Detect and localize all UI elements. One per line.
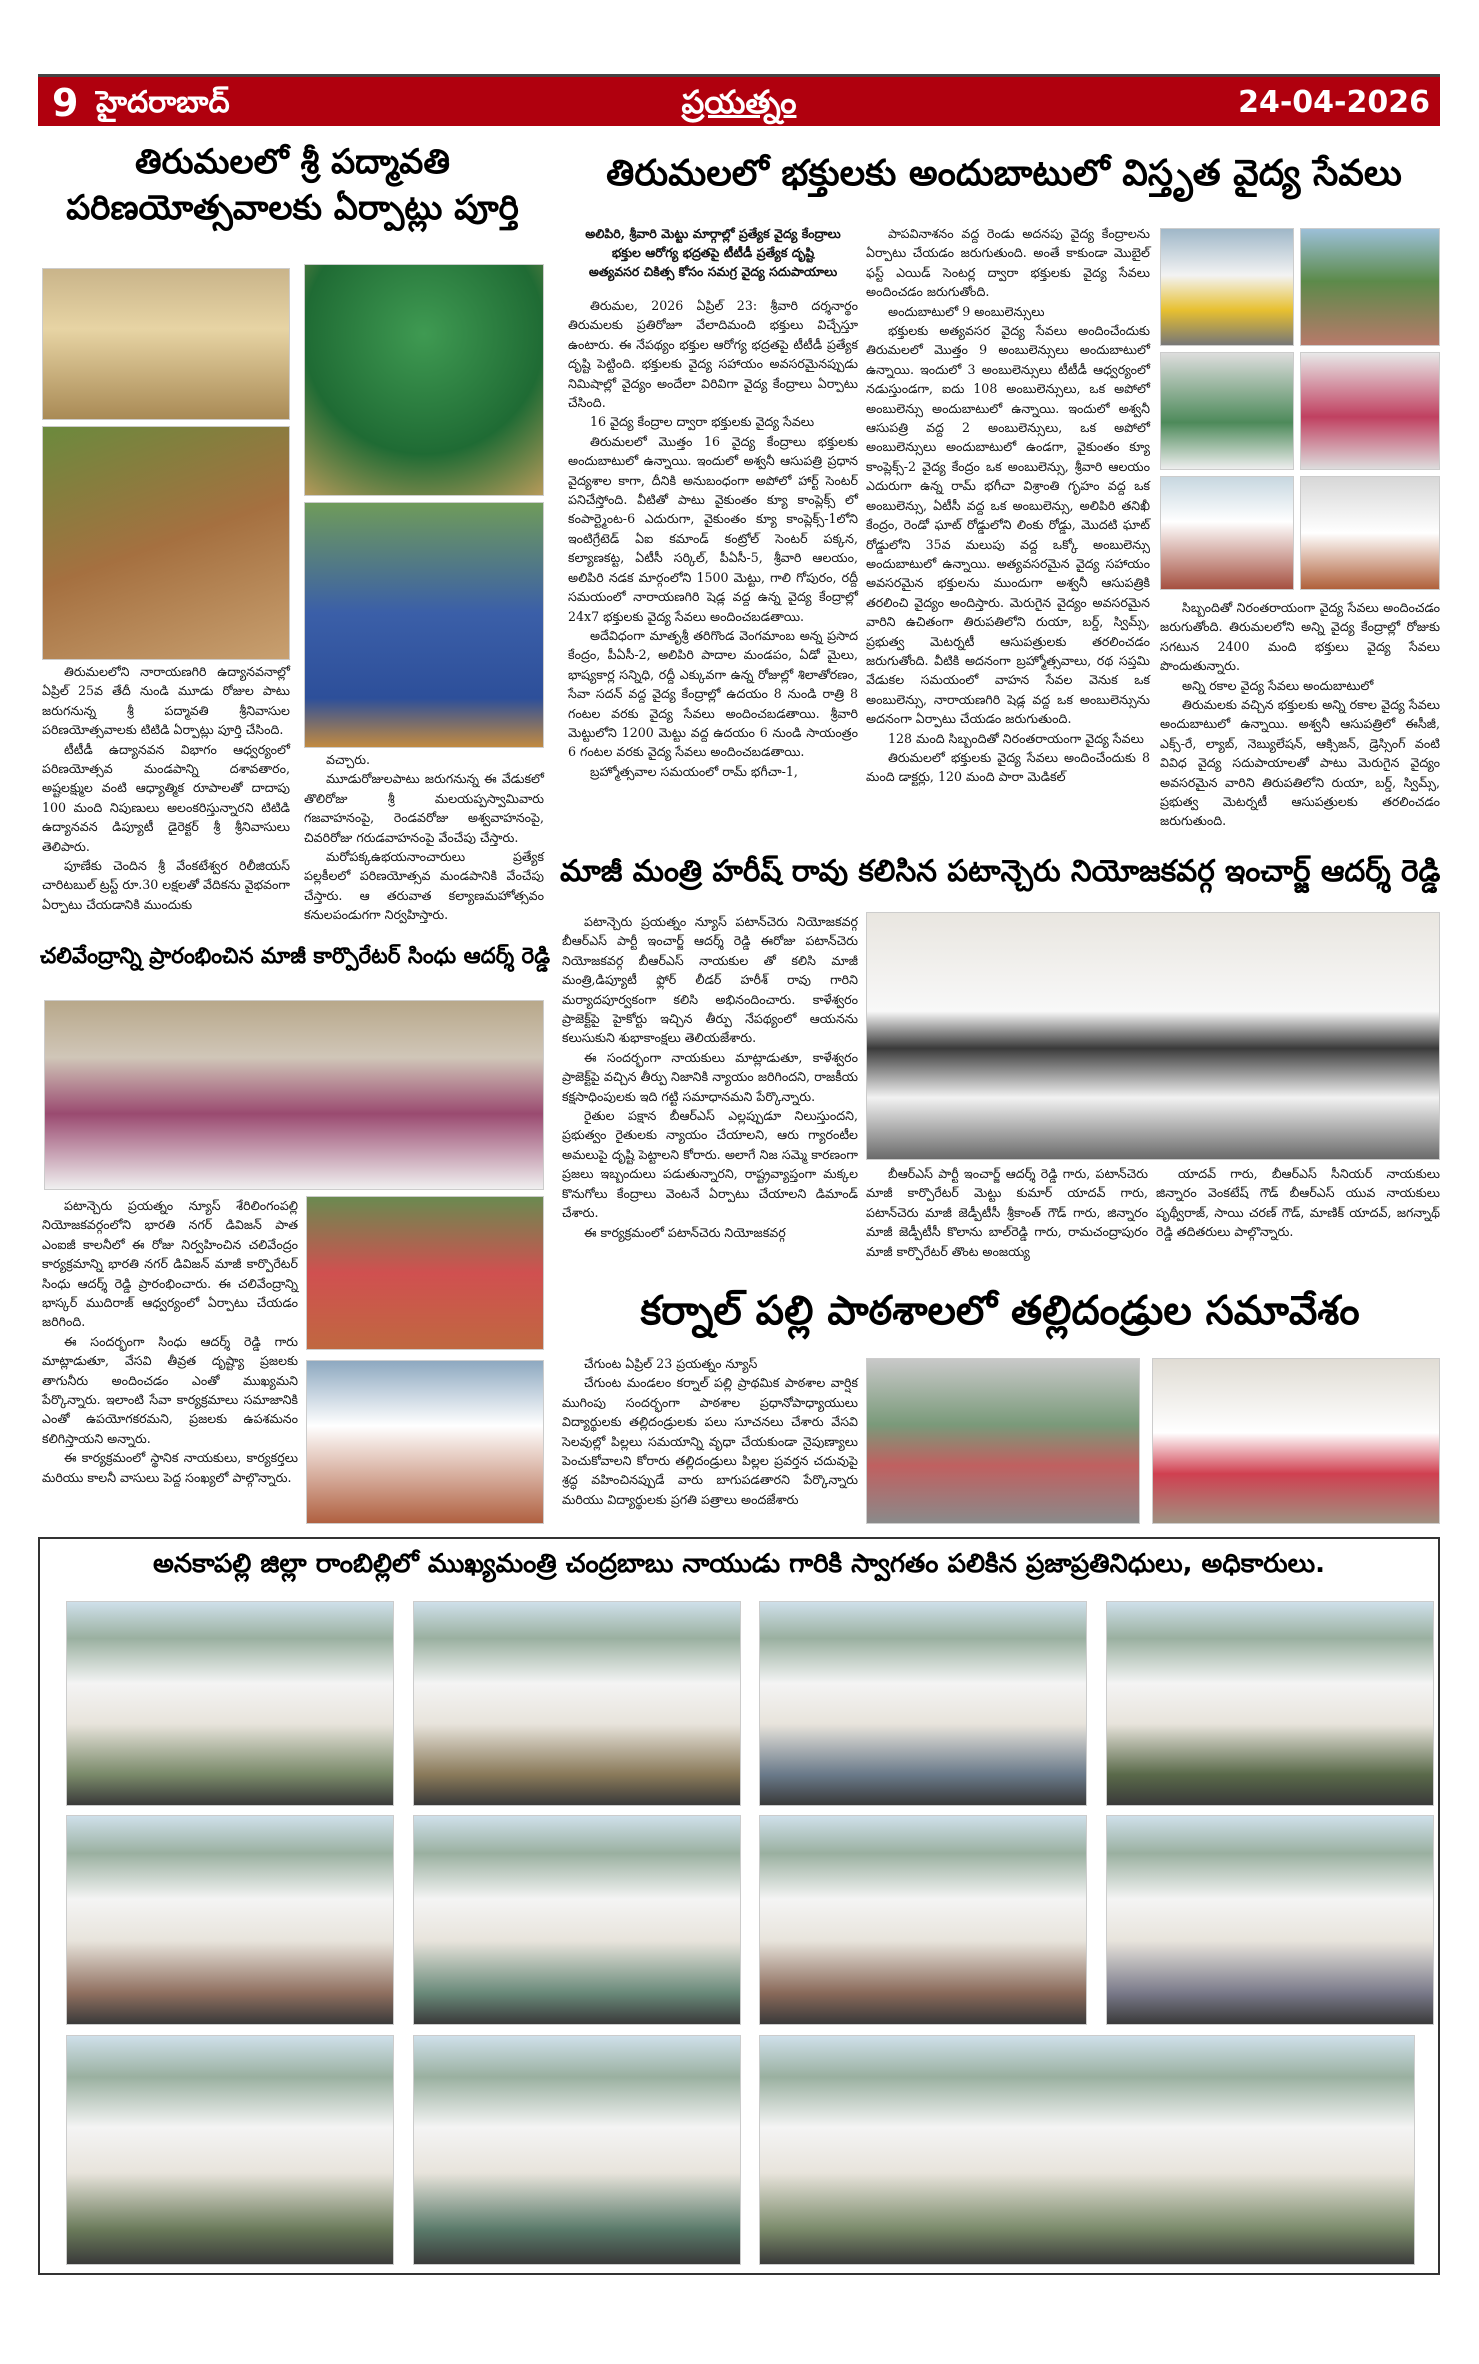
page-number: 9 [52,81,79,125]
edition-city: హైదరాబాద్ [96,85,230,120]
paragraph: సిబ్బందితో నిరంతరాయంగా వైద్య సేవలు అందించడం జరుగుతోంది. తిరుమలలోని అన్ని వైద్య కేంద్రాల్లో రోజుకు సగటున 2400 మంది భక్తులు వైద్య సేవలు పొందుతున్నారు. [1160,600,1440,674]
photo-cm-welcome [759,1601,1087,1806]
paragraph: పటాన్చెరు ప్రయత్నం న్యూస్ పటాన్‌చెరు నియోజకవర్గ బీఆర్ఎస్ పార్టీ ఇంచార్జ్ ఆదర్శ్ రెడ్డి ఈరోజు పటాన్‌చెరు నియోజకవర్గ బీఆర్ఎస్ నాయకుల తో కలిసి మాజీ మంత్రి,డిప్యూటీ ఫ్లోర్ లీడర్ హరీశ్ రావు గారిని మర్యాదపూర్వకంగా కలిసి అభినందించారు. కాళేశ్వరం ప్రాజెక్ట్‌పై హైకోర్టు ఇచ్చిన తీర్పు నేపథ్యంలో ఆయనను కలుసుకుని శుభాకాంక్షలు తెలియజేశారు. [562,914,858,1046]
paragraph: తిరుమలలోని నారాయణగిరి ఉద్యానవనాల్లో ఏప్రిల్ 25వ తేదీ నుండి మూడు రోజుల పాటు జరుగనున్న శ్రీ పద్మావతి శ్రీనివాసుల పరిణయోత్సవాలకు టిటిడి ఏర్పాట్లు పూర్తి చేసింది. [42,664,290,738]
photo-cm-welcome [413,1601,741,1806]
paragraph: ఈ కార్యక్రమంలో స్థానిక నాయకులు, కార్యకర్తలు మరియు కాలనీ వాసులు పెద్ద సంఖ్యలో పాల్గొన్నారు. [42,1450,298,1485]
photo-meeting-harish-rao [866,912,1440,1160]
photo-parents-meeting [866,1358,1140,1524]
story4-headline [560,852,1440,906]
photo-ward [1300,476,1440,590]
story1-body-col2 [304,750,544,925]
photo-water-distribution [306,1360,544,1524]
page-header [38,74,1440,126]
paragraph: తిరుమలలో భక్తులకు వైద్య సేవలు అందించేందుకు 8 మంది డాక్టర్లు, 120 మంది పారా మెడికల్ [866,749,1150,785]
paragraph: బ్రహ్మోత్సవాల సమయంలో రామ్ భగీచా-1, [590,763,798,779]
headline-text: అనకాపల్లి జిల్లా రాంబిల్లిలో ముఖ్యమంత్రి చంద్రబాబు నాయుడు గారికి స్వాగతం పలికిన ప్రజాప్రతినిధులు, అధికారులు. [153,1549,1325,1579]
paragraph: ఈ కార్యక్రమంలో పటాన్‌చెరు నియోజకవర్గ [584,1224,786,1240]
paragraph: అందుబాటులో 9 అంబులెన్సులు [888,303,1045,319]
story1-headline [40,140,545,232]
photo-cm-welcome [66,1815,394,2025]
issue-date: 24-04-2026 [1238,85,1430,120]
paragraph: యాదవ్ గారు, బీఆర్ఎస్ సీనియర్ నాయకులు జిన్నారం వెంకటేష్ గౌడ్ బీఆర్ఎస్ యువ నాయకులు పృథ్వీరాజ్, సాయి చరణ్ గౌడ్, మాణిక్ యాదవ్, జగన్నాథ్ రెడ్డి తదితరులు పాల్గొన్నారు. [1156,1166,1440,1240]
photo-cm-welcome [759,2035,1415,2265]
paragraph: 16 వైద్య కేంద్రాల ద్వారా భక్తులకు వైద్య సేవలు [590,414,815,430]
photo-cm-welcome [66,1601,394,1806]
headline-line: తిరుమలలో శ్రీ పద్మావతి [135,142,450,182]
story2-body-col2 [866,224,1150,787]
story4-body-col2 [866,1164,1148,1261]
paragraph: చేగుంట ఏప్రిల్ 23 ప్రయత్నం న్యూస్ [584,1356,758,1371]
headline-text: చలివేంద్రాన్ని ప్రారంభించిన మాజీ కార్పొరేటర్ సింధు ఆదర్శ్ రెడ్డి [40,944,551,969]
story3-body [42,1196,298,1487]
photo-vegetables [42,426,290,660]
photo-medical-centre [1300,228,1440,346]
photo-green-canopy [304,264,544,496]
paragraph: పాపవినాశనం వద్ద రెండు అదనపు వైద్య కేంద్రాలను ఏర్పాటు చేయడం జరుగుతుంది. అంతే కాకుండా మొబైల్ ఫస్ట్ ఎయిడ్ సెంటర్ల ద్వారా భక్తులకు వైద్య సేవలు అందించడం జరుగుతోంది. [866,226,1150,300]
photo-consultation [1300,352,1440,470]
photo-cm-welcome [1106,1601,1434,1806]
photo-students-certificates [1152,1358,1440,1524]
photo-cm-welcome [1106,1815,1434,2025]
story2-body-col1 [568,296,858,781]
photo-decorated-mandapam [42,268,290,420]
story2-headline [568,150,1440,202]
story3-headline [40,942,550,982]
story6-headline [50,1547,1428,1591]
story4-body-col3 [1156,1164,1440,1242]
paragraph: రైతుల పక్షాన బీఆర్ఎస్ ఎల్లప్పుడూ నిలుస్తుందని, ప్రభుత్వం రైతులకు న్యాయం చేయాలని, ఆరు గ్యారంటీల అమలుపై దృష్టి పెట్టాలని కోరారు. అలాగే నిజ సమ్మె కారణంగా ప్రజలు ఇబ్బందులు పడుతున్నారని, రాష్ట్రవ్యాప్తంగా మక్కల కొనుగోలు కేంద్రాలు వెంటనే ఏర్పాటు చేయాలని డిమాండ్ చేశారు. [562,1108,858,1221]
story2-body-col3 [1160,598,1440,831]
story1-body-col1 [42,662,290,914]
photo-group-event [44,1000,544,1190]
paragraph: తిరుమలకు వచ్చిన భక్తులకు అన్ని రకాల వైద్య సేవలు అందుబాటులో ఉన్నాయి. అశ్వనీ ఆసుపత్రిలో ఈసీజీ, ఎక్స్-రే, ల్యాబ్, నెబ్యులేషన్, ఆక్సిజన్, డ్రెస్సింగ్ వంటి వివిధ వైద్య సదుపాయాలతో పాటు మెరుగైన వైద్యం అవసరమైన వారిని తిరుపతిలోని రుయా, బర్డ్, స్విమ్స్, ప్రభుత్వ మెటర్నటీ ఆసుపత్రులకు తరలించడం జరుగుతుంది. [1160,697,1440,829]
headline-text: కర్నాల్ పల్లి పాఠశాలలో తల్లిదండ్రుల సమావేశం [640,1288,1360,1334]
paragraph: అన్ని రకాల వైద్య సేవలు అందుబాటులో [1182,677,1374,693]
photo-cm-welcome [66,2035,394,2265]
subhead: అత్యవసర చికిత్స కోసం సమగ్ర వైద్య సదుపాయాలు [588,264,838,279]
cm-welcome-photo-box [38,1537,1440,2275]
photo-hospital-bed [1160,476,1294,590]
story2-subheads [568,224,858,281]
paragraph: వచ్చారు. [326,752,371,767]
headline-text: మాజీ మంత్రి హరీష్ రావు కలిసిన పటాన్చెరు నియోజకవర్గ ఇంచార్జ్ ఆదర్శ్ రెడ్డి [560,854,1441,889]
photo-cm-welcome [413,1815,741,2025]
photo-cm-welcome [759,1815,1087,2025]
paragraph: ఈ సందర్భంగా సింధు ఆదర్శ్ రెడ్డి గారు మాట్లాడుతూ, వేసవి తీవ్రత దృష్ట్యా ప్రజలకు తాగునీరు అందించడం ఎంతో ముఖ్యమని పేర్కొన్నారు. ఇలాంటి సేవా కార్యక్రమాలు సమాజానికి ఎంతో ఉపయోగకరమని, ప్రజలకు ఉపశమనం కలిగిస్తాయని అన్నారు. [42,1333,298,1446]
paragraph: ఈ సందర్భంగా నాయకులు మాట్లాడుతూ, కాళేశ్వరం ప్రాజెక్ట్‌పై వచ్చిన తీర్పు నిజానికి న్యాయం జరిగిందని, రాజకీయ కక్షసాధింపులకు ఇది గట్టి సమాధానమని పేర్కొన్నారు. [562,1049,858,1104]
paragraph: తిరుమలలో మొత్తం 16 వైద్య కేంద్రాలు భక్తులకు అందుబాటులో ఉన్నాయి. ఇందులో అశ్వనీ ఆసుపత్రి ప్రధాన వైద్యశాల కాగా, దీనికి అనుబంధంగా అపోలో హార్ట్ సెంటర్ పనిచేస్తోంది. వీటితో పాటు వైకుంతం క్యూ కాంప్లెక్స్ లో కంపార్ట్మెంట-6 ఎదురుగా, వైకుంతం క్యూ కాంప్లెక్స్-1లోని ఇంటిగ్రేటెడ్ ఏఐ కమాండ్ కంట్రోల్ సెంటర్ పక్కన, కల్యాణకట్ట, ఏటీసీ సర్కిల్, పీఏసీ-5, శ్రీవారి ఆలయం, అలిపిరి నడక మార్గంలోని 1500 మెట్టు, గాలి గోపురం, రద్దీ సమయంలో నారాయణగిరి షెడ్ల వద్ద ఉన్న వైద్య కేంద్రాల్లో 24x7 భక్తులకు వైద్య సేవలు అందించబడతాయి. [568,433,858,624]
photo-ambulance [1160,228,1294,346]
headline-line: పరిణయోత్సవాలకు ఏర్పాట్లు పూర్తి [66,187,519,228]
paragraph: పూణేకు చెందిన శ్రీ వేంకటేశ్వర రిలీజియస్ చారిటబుల్ ట్రస్ట్ రూ.30 లక్షలతో వేదికను వైభవంగా ఏర్పాటు చేయడానికి ముందుకు [42,858,290,912]
story5-headline [560,1284,1440,1344]
paragraph: తిరుమల, 2026 ఏప్రిల్ 23: శ్రీవారి దర్శనార్థం తిరుమలకు ప్రతిరోజూ వేలాదిమంది భక్తులు విచ్చేస్తూ ఉంటారు. ఈ నేపథ్యం భక్తుల ఆరోగ్య భద్రతపై టీటీడీ ప్రత్యేక దృష్టి పెట్టింది. భక్తులకు వైద్య సహాయం అవసరమైనప్పుడు నిమిషాల్లో వైద్యం అందేలా విరివిగా వైద్య కేంద్రాలు ఏర్పాటు చేసింది. [568,298,858,411]
paragraph: టీటీడీ ఉద్యానవన విభాగం ఆధ్వర్యంలో పరిణయోత్సవ మండపాన్ని దశావతారం, అష్టలక్ష్ముల వంటి ఆధ్యాత్మిక రూపాలతో దాదాపు 100 మంది నిపుణులు అలంకరిస్తున్నారని టిటిడి ఉద్యానవన డిప్యూటీ డైరెక్టర్ శ్రీ శ్రీనివాసులు తెలిపారు. [42,741,290,854]
paragraph: 128 మంది సిబ్బందితో నిరంతరాయంగా వైద్య సేవలు [888,730,1144,746]
paragraph: చేగుంట మండలం కర్నాల్ పల్లి ప్రాథమిక పాఠశాల వార్షిక ముగింపు సందర్భంగా పాఠశాల ప్రధానోపాధ్యాయులు విద్యార్థులకు తల్లిదండ్రులకు పలు సూచనలు చేశారు వేసవి సెలవుల్లో పిల్లలు సమయాన్ని వృధా చేయకుండా నైపుణ్యాలు పెంచుకోవాలని కోరారు తల్లిదండ్రులు పిల్లల ప్రవర్తన చదువుపై శ్రద్ధ వహించినప్పుడే వారు బాగుపడతారని పేర్కొన్నారు మరియు విద్యార్థులకు ప్రగతి పత్రాలు అందజేశారు [562,1375,858,1507]
paragraph: మూడురోజులపాటు జరుగనున్న ఈ వేడుకలో తొలిరోజు శ్రీ మలయప్పస్వామివారు గజవాహనంపై, రెండవరోజు అశ్వవాహనంపై, చివరిరోజు గరుడవాహనంపై వేంచేపు చేస్తారు. [304,771,544,845]
masthead: ప్రయత్నం [681,83,797,121]
photo-ribbon-cutting [306,1196,544,1350]
paragraph: పటాన్చెరు ప్రయత్నం న్యూస్ శేరిలింగంపల్లి నియోజకవర్గంలోని భారతి నగర్ డివిజన్ పాత ఎంఐజీ కాలనీలో ఈ రోజు నిర్వహించిన చలివేంద్రం కార్యక్రమాన్ని భారతి నగర్ డివిజన్ మాజీ కార్పొరేటర్ సింధు ఆదర్శ్ రెడ్డి ప్రారంభించారు. ఈ చలివేంద్రాన్ని భాస్కర్ ముదిరాజ్ ఆధ్వర్యంలో ఏర్పాటు చేయడం జరిగింది. [42,1198,298,1330]
story5-body [562,1354,858,1509]
photo-cm-welcome [413,2035,741,2265]
photo-doctor-patient [1160,352,1294,470]
paragraph: బీఆర్ఎస్ పార్టీ ఇంచార్జ్ ఆదర్శ్ రెడ్డి గారు, పటాన్‌చెరు మాజీ కార్పొరేటర్ మెట్టు కుమార్ యాదవ్ గారు, పటాన్‌చెరు మాజీ జెడ్పీటీసీ శ్రీకాంత్ గౌడ్ గారు, జిన్నారం మాజీ జెడ్పీటీసీ కొలాను బాల్‌రెడ్డి గారు, రామచంద్రాపురం మాజీ కార్పొరేటర్ తొంట అంజయ్య [866,1166,1148,1259]
photo-fruit-boxes [304,502,544,748]
paragraph: మరోపక్కఉభయనాంచారులు ప్రత్యేక పల్లకీలలో పరిణయోత్సవ మండపానికి వేంచేపు చేస్తారు. ఆ తరువాత కల్యాణమహోత్సవం కనులపండుగగా నిర్వహిస్తారు. [304,849,544,923]
subhead: అలిపిరి, శ్రీవారి మెట్టు మార్గాల్లో ప్రత్యేక వైద్య కేంద్రాలు [585,226,841,241]
subhead: భక్తుల ఆరోగ్య భద్రతపై టీటీడీ ప్రత్యేక దృష్టి [611,245,815,260]
paragraph: అదేవిధంగా మాతృశ్రీ తరిగొండ వెంగమాంబ అన్న ప్రసాద కేంద్రం, పీఏసీ-2, అలిపిరి పాదాల మండపం, ఏడో మైలు, భాష్యకార్ల సన్నిధి, రద్దీ ఎక్కువగా ఉన్న రోజుల్లో శిలాతోరణం, సేవా సదన్ వద్ద వైద్య కేంద్రాల్లో ఉదయం 8 నుండి రాత్రి 8 గంటల వరకు వైద్య సేవలు అందించబడతాయి. శ్రీవారి మెట్టులోని 1200 మెట్టు వద్ద ఉదయం 6 నుండి సాయంత్రం 6 గంటల వరకు వైద్య సేవలు అందించబడతాయి. [568,627,858,760]
story4-body-col1 [562,912,858,1242]
paragraph: భక్తులకు అత్యవసర వైద్య సేవలు అందించేందుకు తిరుమలలో మొత్తం 9 అంబులెన్సులు అందుబాటులో ఉన్నాయి. ఇందులో 3 అంబులెన్సులు టీటీడీ ఆధ్వర్యంలో నడుస్తుండగా, ఐదు 108 అంబులెన్సులు, ఒక అపోలో అంబులెన్సు అందుబాటులో ఉన్నాయి. ఇందులో అశ్వనీ ఆసుపత్రి వద్ద 2 అంబులెన్సులు, ఒక అపోలో అంబులెన్సులు అందుబాటులో ఉండగా, వైకుంతం క్యూ కాంప్లెక్స్-2 వైద్య కేంద్రం ఒక అంబులెన్సు, శ్రీవారి ఆలయం ఎదురుగా ఉన్న రామ్ భగీచా విశ్రాంతి గృహం వద్ద ఒక అంబులెన్సు, ఏటీసీ వద్ద ఒక అంబులెన్సు, అలిపిరి తనిఖీ కేంద్రం, రెండో ఘాట్ రోడ్డులోని లింకు రోడ్డు, మొదటి ఘాట్ రోడ్డులోని 35వ మలుపు వద్ద ఒక్కో అంబులెన్సు అందుబాటులో ఉన్నాయి. అత్యవసరమైన వైద్య సహాయం అవసరమైన భక్తులను ముందుగా అశ్వనీ ఆసుపత్రికి తరలించి వైద్యం అందిస్తారు. మెరుగైన వైద్యం అవసరమైన వారిని ఉచితంగా తిరుపతిలోని రుయా, బర్డ్, స్విమ్స్, ప్రభుత్వ మెటర్నటీ ఆసుపత్రులకు తరలించడం జరుగుతోంది. వీటికి అదనంగా బ్రహ్మోత్సవాలు, రథ సప్తమి వేడుకల సమయంలో వాహన సేవల వెనుక ఒక అంబులెన్సు, నారాయణగిరి షెడ్ల వద్ద ఒక అంబులెన్సును అదనంగా ఏర్పాటు చేయడం జరుగుతుంది. [866,323,1150,727]
headline-text: తిరుమలలో భక్తులకు అందుబాటులో విస్తృత వైద్య సేవలు [606,153,1402,194]
